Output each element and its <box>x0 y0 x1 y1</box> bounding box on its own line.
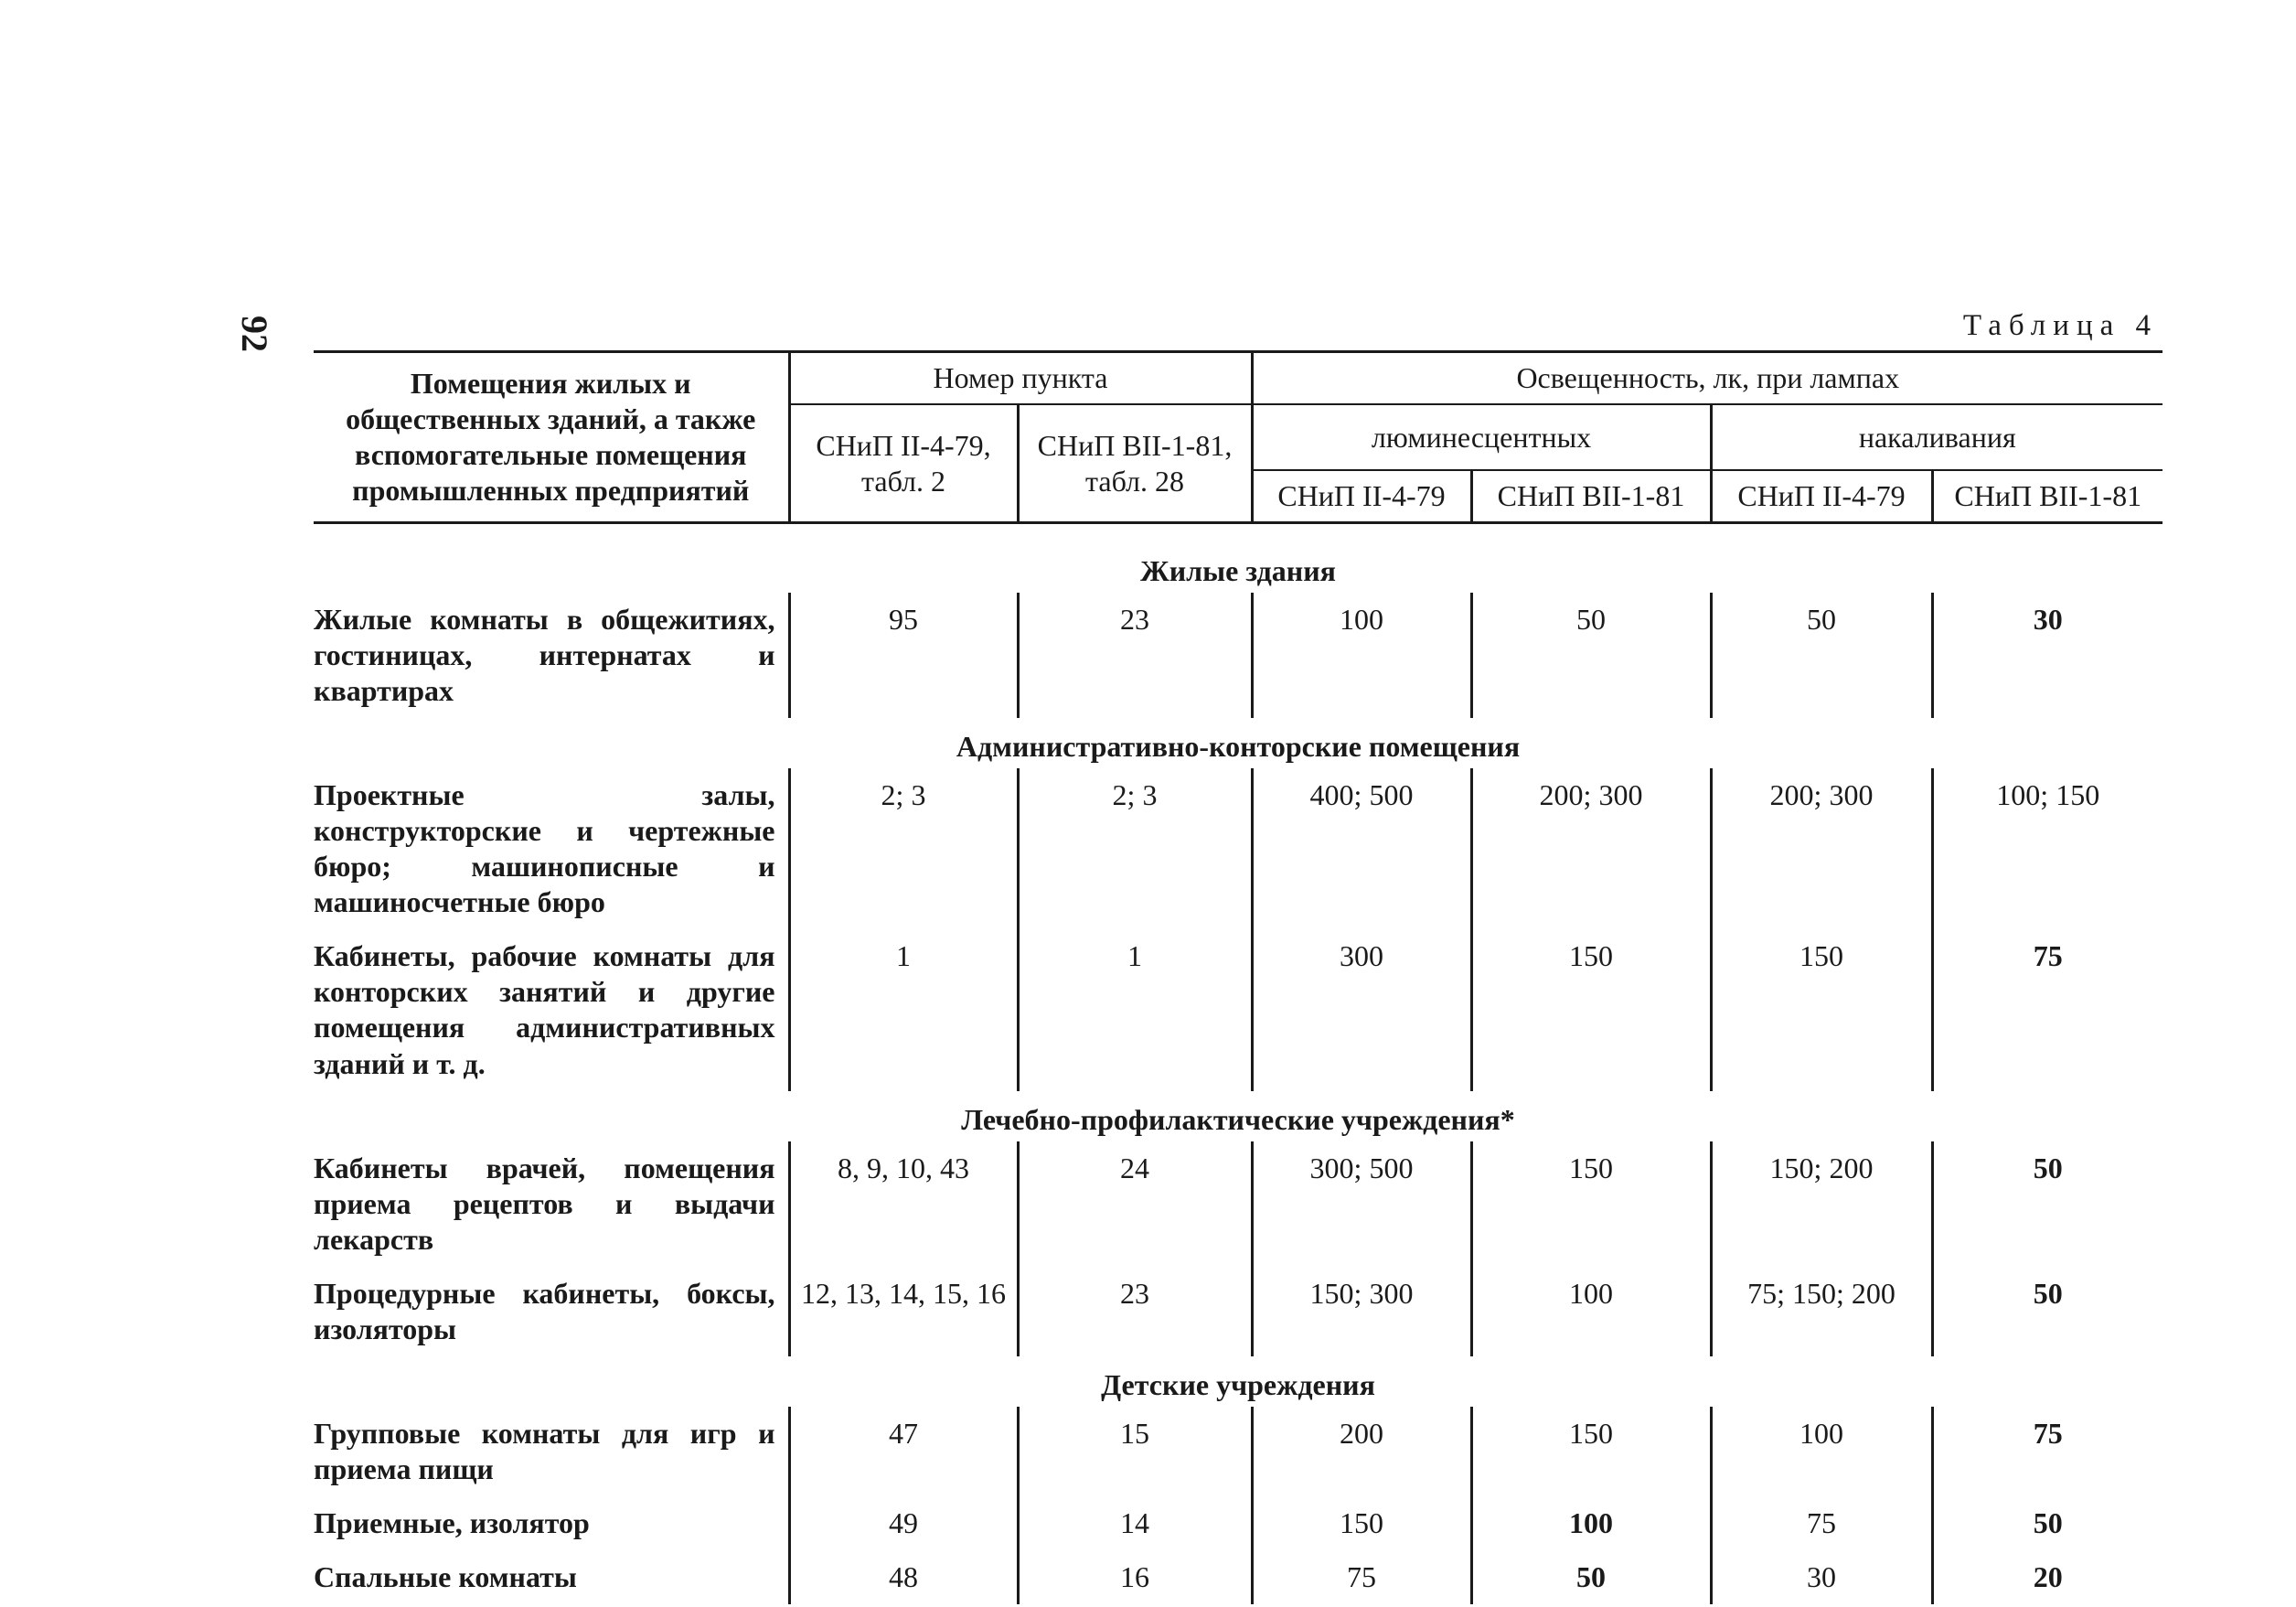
section-title-residential: Жилые здания <box>1140 554 1336 588</box>
cell-l1: 150 <box>1252 1496 1471 1550</box>
header-fluorescent-snip-vii-1-81: СНиП ВII-1-81 <box>1471 470 1711 523</box>
cell-n2: 2; 3 <box>1018 768 1252 929</box>
cell-l1: 200 <box>1252 1407 1471 1496</box>
cell-n1: 48 <box>789 1550 1018 1604</box>
cell-n1: 12, 13, 14, 15, 16 <box>789 1267 1018 1356</box>
cell-l1: 75 <box>1252 1550 1471 1604</box>
cell-l2: 50 <box>1471 1550 1711 1604</box>
cell-i2: 75 <box>1932 929 2163 1090</box>
cell-i1: 100 <box>1711 1407 1932 1496</box>
row-name: Процедурные кабинеты, боксы, изоляторы <box>314 1276 775 1345</box>
table-row <box>314 1496 2163 1550</box>
row-name: Приемные, изолятор <box>314 1505 590 1539</box>
table-row <box>314 1267 2163 1356</box>
cell-n2: 16 <box>1018 1550 1252 1604</box>
cell-n1: 8, 9, 10, 43 <box>789 1141 1018 1267</box>
cell-n2: 15 <box>1018 1407 1252 1496</box>
header-illuminance: Освещенность, лк, при лампах <box>1252 352 2163 405</box>
cell-i1: 150; 200 <box>1711 1141 1932 1267</box>
cell-n2: 14 <box>1018 1496 1252 1550</box>
cell-i1: 150 <box>1711 929 1932 1090</box>
header-item-number: Номер пункта <box>789 352 1252 405</box>
table-body <box>314 523 2163 1604</box>
cell-l2: 150 <box>1471 1407 1711 1496</box>
cell-l2: 150 <box>1471 929 1711 1090</box>
cell-i2: 50 <box>1932 1141 2163 1267</box>
spacer <box>314 523 2163 543</box>
row-name: Кабинеты врачей, помещения приема рецептов и выдачи лекарств <box>314 1151 775 1256</box>
cell-n2: 23 <box>1018 593 1252 718</box>
row-name: Кабинеты, рабочие комнаты для конторских занятий и другие помещения административных зданий и т. д. <box>314 939 775 1080</box>
cell-i2: 75 <box>1932 1407 2163 1496</box>
page-number: 92 <box>234 316 275 352</box>
cell-i2: 20 <box>1932 1550 2163 1604</box>
table-row <box>314 929 2163 1090</box>
header-rooms: Помещения жилых и общественных зданий, а также вспомогательные помещения промышленных предприятий <box>314 352 789 523</box>
cell-n2: 24 <box>1018 1141 1252 1267</box>
cell-n1: 47 <box>789 1407 1018 1496</box>
header-incandescent-snip-ii-4-79: СНиП II-4-79 <box>1711 470 1932 523</box>
header-snip-vii-1-81-tabl28: СНиП ВII-1-81, табл. 28 <box>1018 404 1252 523</box>
section-title-children: Детские учреждения <box>1101 1367 1375 1401</box>
table-row <box>314 768 2163 929</box>
cell-l2: 150 <box>1471 1141 1711 1267</box>
illuminance-table <box>314 350 2163 1604</box>
cell-l2: 100 <box>1471 1267 1711 1356</box>
cell-i1: 50 <box>1711 593 1932 718</box>
cell-l1: 100 <box>1252 593 1471 718</box>
cell-i2: 100; 150 <box>1932 768 2163 929</box>
cell-i2: 50 <box>1932 1267 2163 1356</box>
header-fluorescent: люминесцентных <box>1252 404 1711 470</box>
section-title-administrative: Административно-конторские помещения <box>956 730 1521 764</box>
cell-n1: 95 <box>789 593 1018 718</box>
cell-n2: 1 <box>1018 929 1252 1090</box>
table-row <box>314 1141 2163 1267</box>
cell-l1: 300 <box>1252 929 1471 1090</box>
row-name: Спальные комнаты <box>314 1559 577 1593</box>
cell-i1: 75 <box>1711 1496 1932 1550</box>
cell-n1: 1 <box>789 929 1018 1090</box>
table-row <box>314 1550 2163 1604</box>
cell-l2: 50 <box>1471 593 1711 718</box>
header-snip-ii-4-79-tabl2: СНиП II-4-79, табл. 2 <box>789 404 1018 523</box>
header-fluorescent-snip-ii-4-79: СНиП II-4-79 <box>1252 470 1471 523</box>
cell-l1: 150; 300 <box>1252 1267 1471 1356</box>
cell-i2: 30 <box>1932 593 2163 718</box>
cell-i1: 75; 150; 200 <box>1711 1267 1932 1356</box>
row-name: Жилые комнаты в общежитиях, гостиницах, интернатах и квартирах <box>314 603 775 708</box>
cell-l1: 400; 500 <box>1252 768 1471 929</box>
cell-i1: 200; 300 <box>1711 768 1932 929</box>
cell-n2: 23 <box>1018 1267 1252 1356</box>
cell-n1: 2; 3 <box>789 768 1018 929</box>
table-row <box>314 593 2163 718</box>
cell-i1: 30 <box>1711 1550 1932 1604</box>
header-incandescent: накаливания <box>1711 404 2163 470</box>
cell-i2: 50 <box>1932 1496 2163 1550</box>
section-title-medical: Лечебно-профилактические учреждения* <box>961 1102 1515 1136</box>
row-name: Групповые комнаты для игр и приема пищи <box>314 1416 775 1485</box>
cell-n1: 49 <box>789 1496 1018 1550</box>
table-row <box>314 1407 2163 1496</box>
cell-l1: 300; 500 <box>1252 1141 1471 1267</box>
header-incandescent-snip-vii-1-81: СНиП ВII-1-81 <box>1932 470 2163 523</box>
table-caption: Таблица 4 <box>1962 309 2158 342</box>
row-name: Проектные залы, конструкторские и чертежные бюро; машинописные и машиносчетные бюро <box>314 778 775 919</box>
cell-l2: 200; 300 <box>1471 768 1711 929</box>
cell-l2: 100 <box>1471 1496 1711 1550</box>
table-header <box>314 352 2163 523</box>
